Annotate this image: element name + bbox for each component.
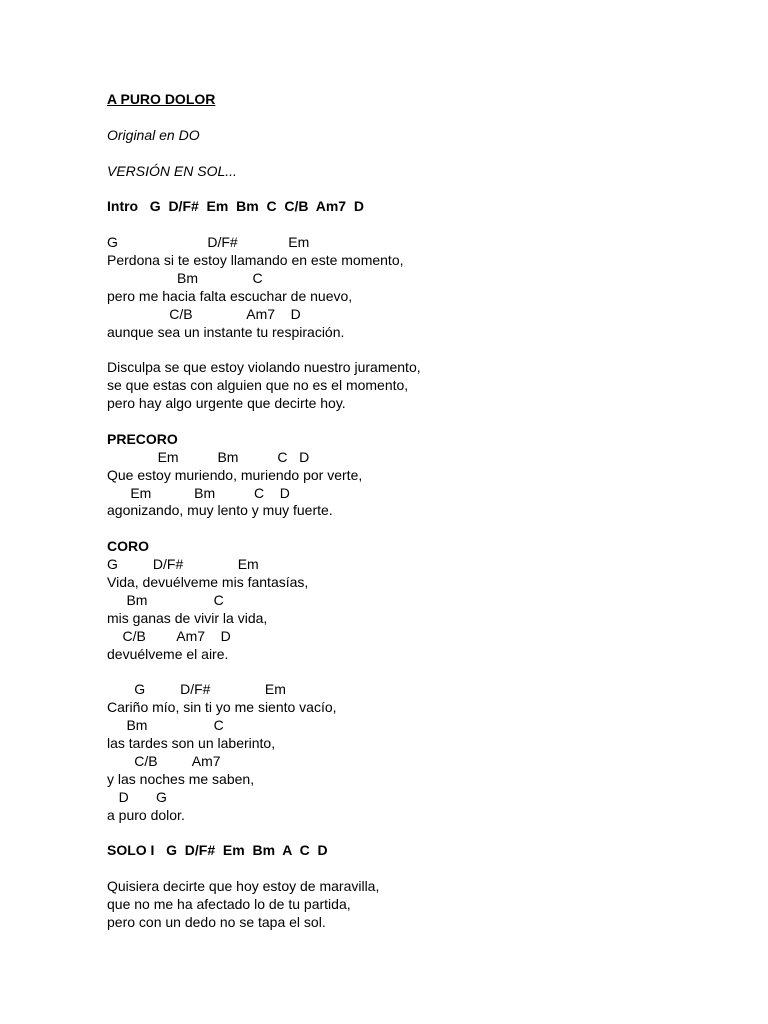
- lyric-line: aunque sea un instante tu respiración.: [107, 323, 345, 340]
- chord-line: C/B Am7 D: [107, 627, 231, 644]
- spacer: [107, 413, 727, 431]
- lyric-line: Quisiera decirte que hoy estoy de maravilla,: [107, 878, 380, 895]
- chord-line: Bm C: [107, 717, 224, 734]
- lyric-line: Perdona si te estoy llamando en este momento,: [107, 252, 404, 269]
- chord-line: G D/F# Em: [107, 681, 286, 698]
- lyric-line: devuélveme el aire.: [107, 645, 229, 662]
- lyric-line: y las noches me saben,: [107, 770, 255, 787]
- lyric-line: pero hay algo urgente que decirte hoy.: [107, 395, 346, 412]
- lyric-line: Cariño mío, sin ti yo me siento vacío,: [107, 699, 337, 716]
- lyric-line: agonizando, muy lento y muy fuerte.: [107, 502, 333, 519]
- chord-line: G D/F# Em: [107, 556, 259, 573]
- verse-3: [107, 878, 727, 932]
- coro-part-1: [107, 556, 727, 663]
- lyric-line: mis ganas de vivir la vida,: [107, 609, 268, 626]
- spacer: [107, 109, 727, 127]
- verse-2: [107, 359, 727, 413]
- lyric-line: pero me hacia falta escuchar de nuevo,: [107, 287, 353, 304]
- song-title: A PURO DOLOR: [107, 91, 216, 107]
- chord-line: C/B Am7: [107, 752, 221, 769]
- lyric-line: Disculpa se que estoy violando nuestro juramento,: [107, 359, 421, 376]
- lyric-line: a puro dolor.: [107, 806, 185, 823]
- intro-chords: Intro G D/F# Em Bm C C/B Am7 D: [107, 198, 364, 215]
- solo-chords: SOLO I G D/F# Em Bm A C D: [107, 842, 328, 859]
- spacer: [107, 520, 727, 538]
- lyric-line: las tardes son un laberinto,: [107, 735, 276, 752]
- chord-line: G D/F# Em: [107, 234, 310, 251]
- spacer: [107, 341, 727, 359]
- lyric-line: pero con un dedo no se tapa el sol.: [107, 913, 326, 930]
- song-sheet: [107, 91, 727, 932]
- chord-line: Em Bm C D: [107, 484, 290, 501]
- chord-line: D G: [107, 788, 167, 805]
- original-key: Original en DO: [107, 126, 200, 143]
- chord-line: Bm C: [107, 269, 263, 286]
- spacer: [107, 860, 727, 878]
- spacer: [107, 825, 727, 843]
- chord-line: C/B Am7 D: [107, 305, 301, 322]
- coro-part-2: [107, 681, 727, 824]
- spacer: [107, 664, 727, 682]
- chord-line: Em Bm C D: [107, 448, 310, 465]
- spacer: [107, 145, 727, 163]
- spacer: [107, 216, 727, 234]
- lyric-line: que no me ha afectado lo de tu partida,: [107, 896, 351, 913]
- lyric-line: se que estas con alguien que no es el momento,: [107, 377, 409, 394]
- precoro-heading: PRECORO: [107, 430, 178, 447]
- spacer: [107, 180, 727, 198]
- lyric-line: Que estoy muriendo, muriendo por verte,: [107, 466, 363, 483]
- lyric-line: Vida, devuélveme mis fantasías,: [107, 574, 309, 591]
- verse-1: [107, 234, 727, 341]
- coro-heading: CORO: [107, 538, 149, 555]
- version-key: VERSIÓN EN SOL...: [107, 162, 237, 179]
- chord-line: Bm C: [107, 591, 224, 608]
- precoro: [107, 449, 727, 521]
